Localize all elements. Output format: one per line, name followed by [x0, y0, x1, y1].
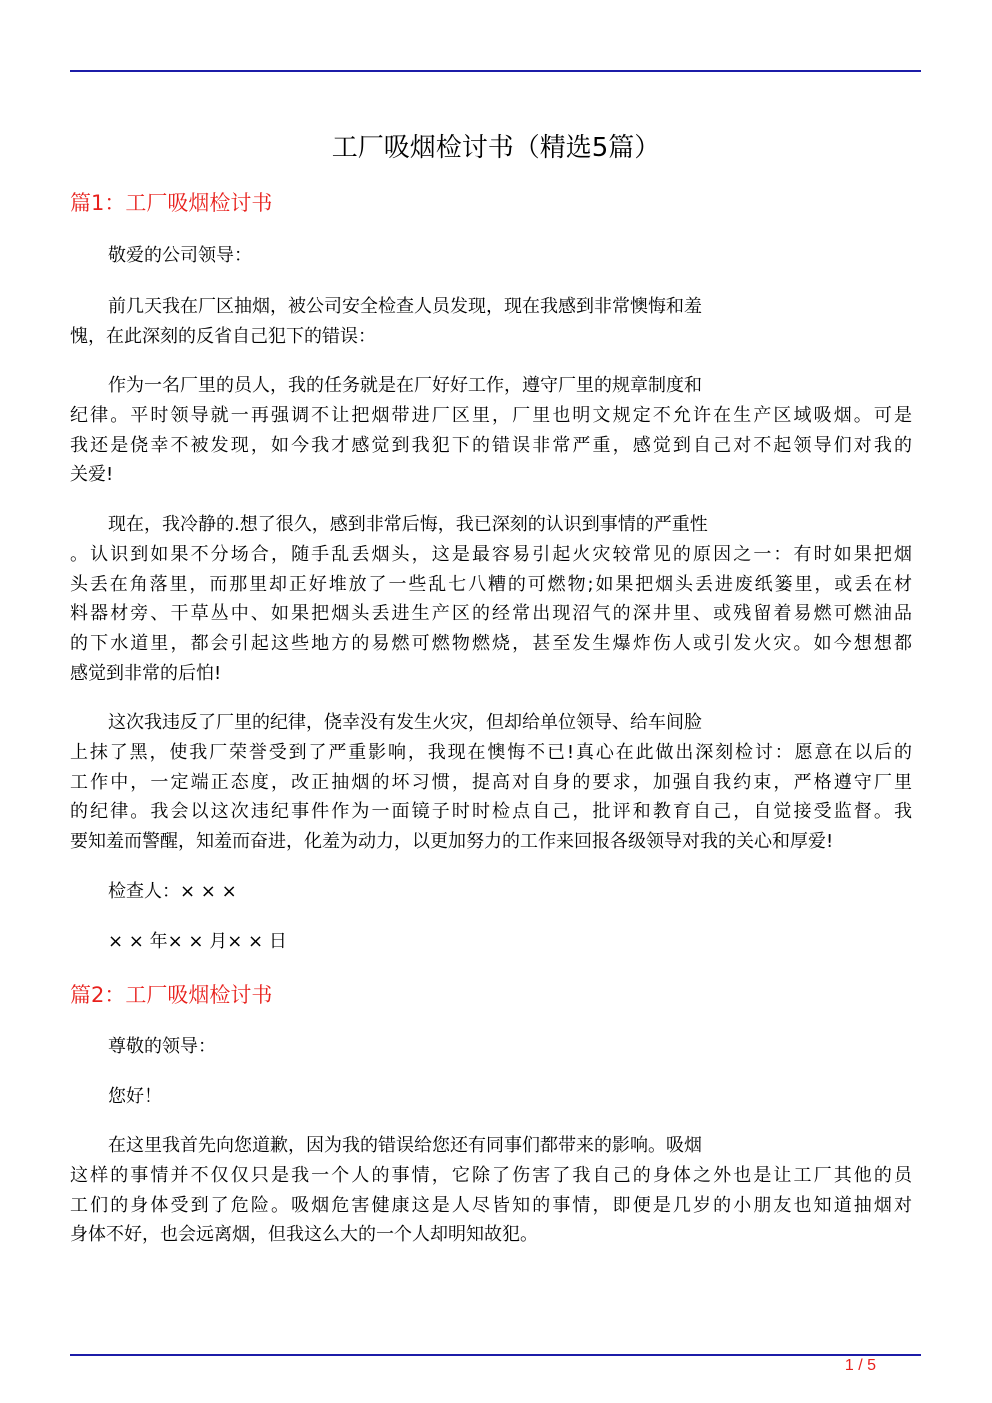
text-line: 您好！ [108, 1086, 162, 1107]
text-line: 愧，在此深刻的反省自己犯下的错误： [70, 325, 376, 347]
text-line: 纪律。平时领导就一再强调不让把烟带进厂区里，厂里也明文规定不允许在生产区域吸烟。可是 [70, 404, 912, 426]
text-line: 工们的身体受到了危险。吸烟危害健康这是人尽皆知的事情，即便是几岁的小朋友也知道抽烟对 [70, 1194, 912, 1216]
text-line: 的下水道里，都会引起这些地方的易燃可燃物燃烧，甚至发生爆炸伤人或引发火灾。如今想想都 [70, 633, 912, 655]
paragraph [70, 510, 912, 689]
text-line: 在这里我首先向您道歉，因为我的错误给您还有同事们都带来的影响。吸烟 [108, 1135, 702, 1156]
text-line: 这样的事情并不仅仅只是我一个人的事情，它除了伤害了我自己的身体之外也是让工厂其他的员 [70, 1164, 912, 1186]
text-line: 要知羞而警醒，知羞而奋进，化羞为动力，以更加努力的工作来回报各级领导对我的关心和厚爱! [70, 831, 834, 853]
section-heading: 篇1：工厂吸烟检讨书 [70, 191, 273, 215]
text-line: 上抹了黑，使我厂荣誉受到了严重影响，我现在懊悔不已!真心在此做出深刻检讨：愿意在以后的 [70, 741, 912, 763]
text-line: 的纪律。我会以这次违纪事件作为一面镜子时时检点自己，批评和教育自己，自觉接受监督。我 [70, 801, 912, 823]
text-line: 工作中，一定端正态度，改正抽烟的坏习惯，提高对自身的要求，加强自我约束，严格遵守厂里 [70, 771, 912, 793]
text-line: 身体不好，也会远离烟，但我这么大的一个人却明知故犯。 [70, 1224, 538, 1246]
paragraph [70, 241, 912, 271]
paragraph [70, 708, 912, 857]
paragraph [70, 1131, 912, 1250]
text-line: 尊敬的领导： [108, 1036, 216, 1057]
text-line: 头丢在角落里，而那里却正好堆放了一些乱七八糟的可燃物;如果把烟头丢进废纸篓里，或丢在材 [70, 573, 912, 595]
text-line: 。认识到如果不分场合，随手乱丢烟头，这是最容易引起火灾较常见的原因之一：有时如果把烟 [70, 543, 912, 565]
text-line: 感觉到非常的后怕! [70, 662, 222, 684]
text-line: 现在，我冷静的.想了很久，感到非常后悔，我已深刻的认识到事情的严重性 [108, 514, 708, 535]
text-line: 敬爱的公司领导： [108, 245, 252, 266]
section-heading: 篇2：工厂吸烟检讨书 [70, 983, 273, 1007]
paragraph [70, 1032, 912, 1062]
text-line: 我还是侥幸不被发现，如今我才感觉到我犯下的错误非常严重，感觉到自己对不起领导们对我的 [70, 434, 912, 456]
footer-rule [70, 1354, 921, 1356]
paragraph [70, 292, 912, 352]
text-line: 检查人：× × × [108, 881, 237, 902]
paragraph [70, 371, 912, 490]
paragraph [70, 927, 912, 957]
paragraph [70, 877, 912, 907]
text-line: × × 年× × 月× × 日 [108, 931, 287, 952]
document-title: 工厂吸烟检讨书（精选5篇） [331, 133, 661, 163]
paragraph [70, 1082, 912, 1112]
text-line: 前几天我在厂区抽烟，被公司安全检查人员发现，现在我感到非常懊悔和羞 [108, 296, 702, 317]
text-line: 这次我违反了厂里的纪律，侥幸没有发生火灾，但却给单位领导、给车间脸 [108, 712, 702, 733]
page-number: 1 / 5 [844, 1357, 876, 1374]
text-line: 关爱! [70, 464, 114, 486]
text-line: 料器材旁、干草丛中、如果把烟头丢进生产区的经常出现沼气的深井里、或残留着易燃可燃油品 [70, 603, 912, 625]
header-rule [70, 70, 921, 72]
text-line: 作为一名厂里的员人，我的任务就是在厂好好工作，遵守厂里的规章制度和 [108, 375, 702, 396]
